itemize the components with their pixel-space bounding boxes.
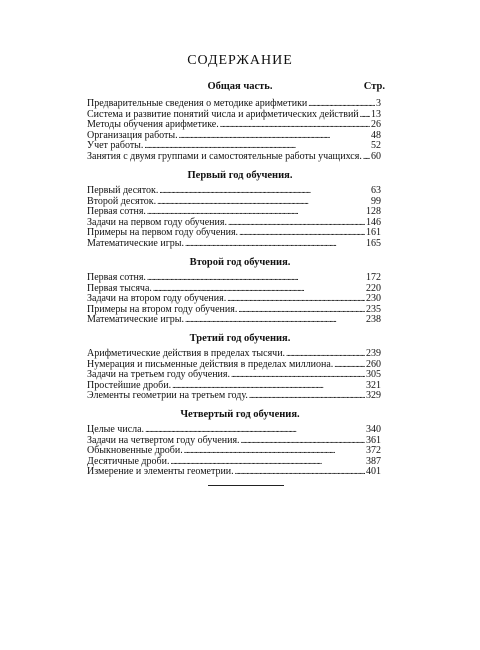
toc-entry <box>87 348 381 359</box>
toc-entry-label: Целые числа. <box>87 424 145 435</box>
toc-entry <box>87 283 381 294</box>
toc-list-year-4 <box>87 424 381 477</box>
toc-entry <box>87 140 381 151</box>
leader-dots <box>235 466 365 478</box>
page-title: СОДЕРЖАНИЕ <box>187 53 293 68</box>
toc-entry-label: Организация работы. <box>87 129 178 141</box>
toc-entry-label: Задачи на втором году обучения. <box>87 293 227 305</box>
section-heading-general: Общая часть. <box>207 81 273 92</box>
toc-list-general <box>87 98 381 162</box>
toc-entry <box>87 314 381 325</box>
toc-entry-page: 372 <box>366 445 381 457</box>
toc-entry <box>87 109 381 120</box>
toc-entry <box>87 238 381 249</box>
toc-entry <box>87 272 381 283</box>
toc-entry-page: 172 <box>366 272 381 283</box>
toc-entry-page: 13 <box>371 108 381 120</box>
toc-entry <box>87 369 381 380</box>
leader-dots <box>185 314 365 326</box>
toc-entry-page: 235 <box>366 303 381 315</box>
toc-entry <box>87 380 381 391</box>
toc-entry-label: Примеры на втором году обучения. <box>87 303 238 315</box>
section-heading-year-3: Третий год обучения. <box>189 333 291 344</box>
toc-entry-label: Нумерация и письменные действия в пределах миллиона. <box>87 358 334 370</box>
toc-entry-page: 128 <box>366 206 381 218</box>
toc-entry-label: Первый десяток. <box>87 185 159 196</box>
closing-rule <box>208 485 284 486</box>
toc-entry-label: Первая сотня. <box>87 206 146 218</box>
leader-dots <box>185 238 365 250</box>
toc-entry-label: Арифметические действия в пределах тысячи. <box>87 348 286 359</box>
section-heading-year-4: Четвертый год обучения. <box>180 409 300 420</box>
toc-entry-label: Система и развитие понятий числа и арифметических действий <box>87 108 359 120</box>
toc-entry-label: Второй десяток. <box>87 195 157 207</box>
toc-entry-page: 361 <box>366 434 381 446</box>
toc-entry <box>87 206 381 217</box>
toc-entry <box>87 196 381 207</box>
toc-entry-label: Задачи на третьем году обучения. <box>87 369 231 381</box>
toc-entry-label: Первая тысяча. <box>87 282 152 294</box>
toc-entry-label: Задачи на четвертом году обучения. <box>87 434 240 446</box>
toc-entry-page: 161 <box>366 227 381 239</box>
toc-entry-page: 48 <box>371 129 381 141</box>
toc-entry <box>87 424 381 435</box>
toc-entry-label: Обыкновенные дроби. <box>87 445 183 457</box>
toc-entry-label: Математические игры. <box>87 314 185 326</box>
toc-entry <box>87 466 381 477</box>
toc-entry-label: Задачи на первом году обучения. <box>87 216 227 228</box>
toc-entry-page: 146 <box>366 216 381 228</box>
toc-entry <box>87 435 381 446</box>
toc-entry-label: Измерение и элементы геометрии. <box>87 466 234 478</box>
toc-list-year-3 <box>87 348 381 401</box>
toc-entry <box>87 293 381 304</box>
section-heading-year-1: Первый год обучения. <box>187 170 293 181</box>
toc-entry-page: 220 <box>366 282 381 294</box>
toc-entry <box>87 456 381 467</box>
toc-entry-page: 52 <box>371 140 381 152</box>
toc-entry <box>87 185 381 196</box>
toc-list-year-2 <box>87 272 381 325</box>
toc-entry-page: 165 <box>366 237 381 249</box>
toc-entry-page: 99 <box>371 195 381 207</box>
toc-entry-page: 3 <box>376 98 381 109</box>
toc-entry-page: 26 <box>371 119 381 131</box>
toc-entry-page: 239 <box>366 348 381 359</box>
toc-entry-page: 63 <box>371 185 381 196</box>
toc-entry-page: 387 <box>366 455 381 467</box>
toc-entry-page: 340 <box>366 424 381 435</box>
toc-entry <box>87 98 381 109</box>
toc-entry-label: Примеры на первом году обучения. <box>87 227 239 239</box>
toc-entry-label: Простейшие дроби. <box>87 379 172 391</box>
toc-entry <box>87 304 381 315</box>
toc-list-year-1 <box>87 185 381 249</box>
toc-entry <box>87 445 381 456</box>
toc-entry-page: 401 <box>366 466 381 478</box>
toc-entry-label: Учет работы. <box>87 140 144 152</box>
toc-entry-page: 260 <box>366 358 381 370</box>
toc-entry <box>87 130 381 141</box>
toc-entry <box>87 227 381 238</box>
toc-entry <box>87 217 381 228</box>
toc-entry-page: 230 <box>366 293 381 305</box>
toc-entry-label: Первая сотня. <box>87 272 146 283</box>
toc-entry-label: Десятичные дроби. <box>87 455 170 467</box>
page-column-label: Стр. <box>363 81 385 92</box>
toc-entry <box>87 119 381 130</box>
leader-dots <box>363 151 370 163</box>
toc-entry-label: Предварительные сведения о методике арифметики <box>87 98 308 109</box>
toc-entry <box>87 359 381 370</box>
toc-entry-page: 60 <box>371 150 381 162</box>
toc-entry-page: 329 <box>366 390 381 402</box>
toc-entry-label: Элементы геометрии на третьем году. <box>87 390 248 402</box>
toc-entry <box>87 151 381 162</box>
toc-entry-page: 321 <box>366 379 381 391</box>
toc-entry-label: Занятия с двумя группами и самостоятельные работы учащихся. <box>87 150 362 162</box>
toc-entry-label: Математические игры. <box>87 237 185 249</box>
leader-dots <box>249 390 365 402</box>
toc-entry-label: Методы обучения арифметике. <box>87 119 219 131</box>
toc-entry <box>87 390 381 401</box>
section-heading-year-2: Второй год обучения. <box>189 257 291 268</box>
toc-entry-page: 238 <box>366 314 381 326</box>
toc-entry-page: 305 <box>366 369 381 381</box>
